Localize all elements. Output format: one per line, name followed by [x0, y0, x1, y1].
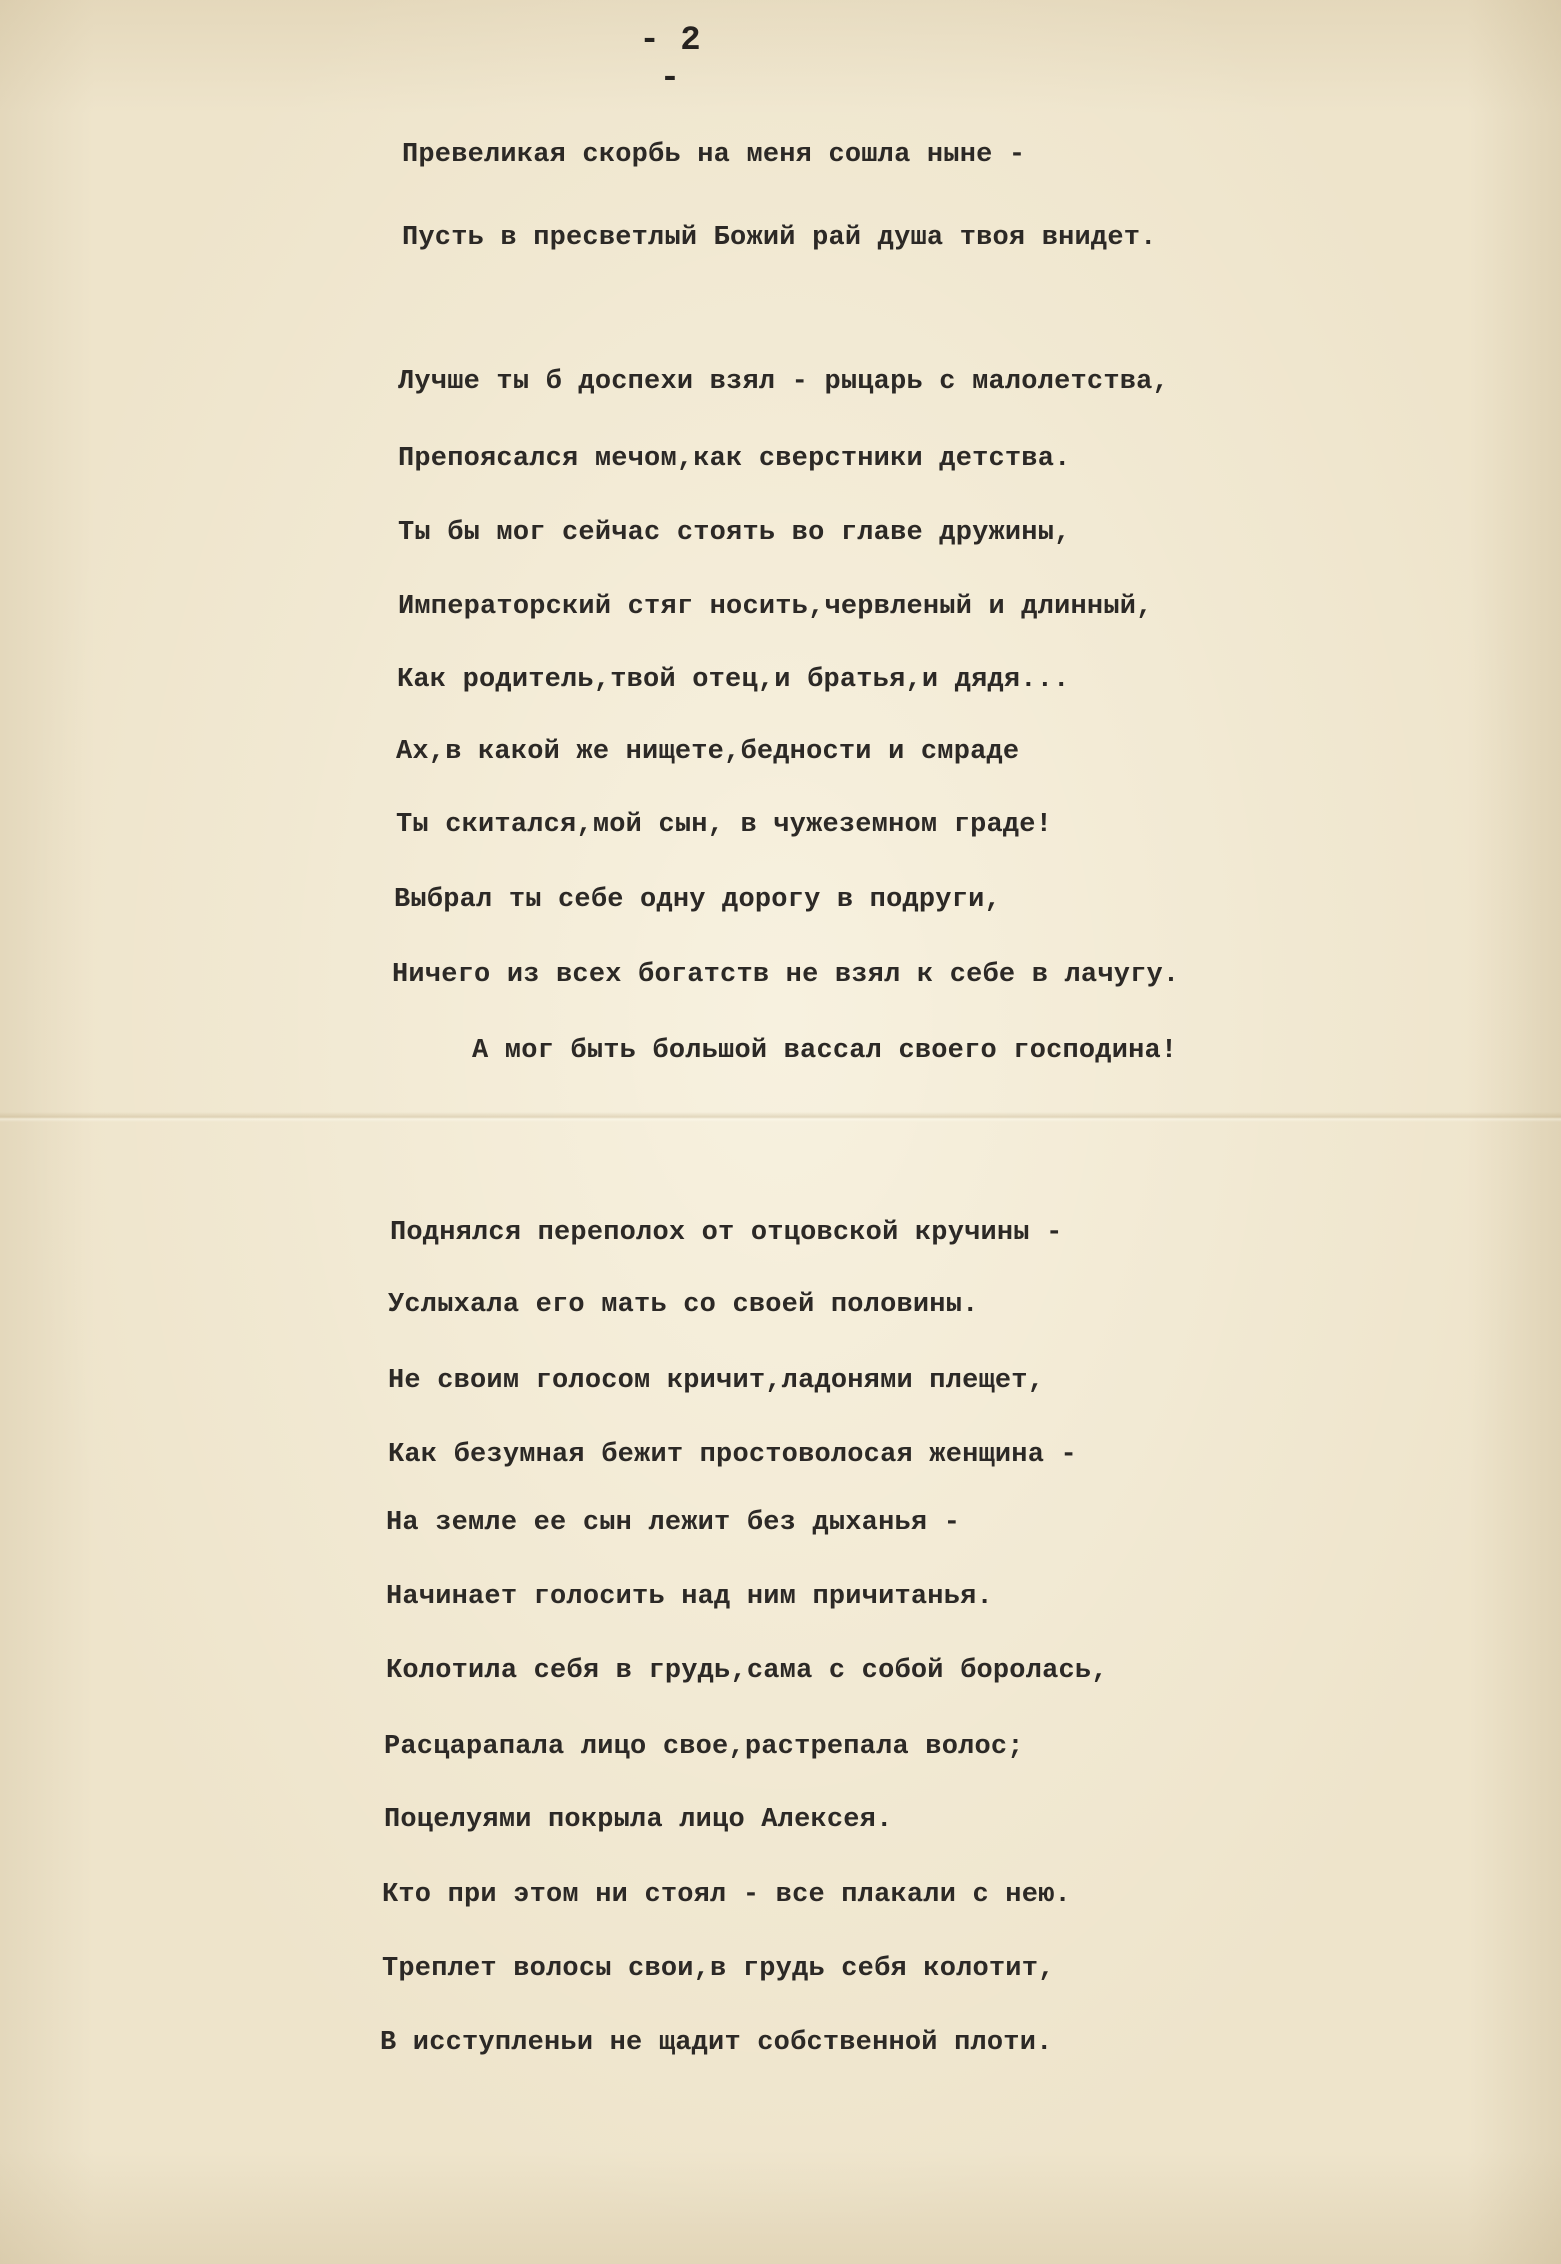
poem-line: Ты скитался,мой сын, в чужеземном граде!: [396, 810, 1053, 840]
poem-line: Поцелуями покрыла лицо Алексея.: [384, 1805, 893, 1835]
poem-line: Лучше ты б доспехи взял - рыцарь с малолетства,: [398, 367, 1169, 397]
page-number: - 2 -: [639, 22, 701, 98]
poem-line: Пусть в пресветлый Божий рай душа твоя внидет.: [402, 223, 1157, 253]
poem-line: Колотила себя в грудь,сама с собой боролась,: [386, 1656, 1108, 1686]
poem-line: В исступленьи не щадит собственной плоти.: [380, 2028, 1053, 2058]
poem-line: Как родитель,твой отец,и братья,и дядя...: [397, 665, 1070, 695]
poem-line: Препоясался мечом,как сверстники детства.: [398, 444, 1071, 474]
poem-line: Выбрал ты себе одну дорогу в подруги,: [394, 885, 1001, 915]
poem-line: Начинает голосить над ним причитанья.: [386, 1582, 993, 1612]
poem-line: Кто при этом ни стоял - все плакали с нею.: [382, 1880, 1071, 1910]
poem-line: А мог быть большой вассал своего господина!: [472, 1036, 1178, 1066]
poem-line: Превеликая скорбь на меня сошла ныне -: [402, 140, 1026, 170]
poem-line: Императорский стяг носить,червленый и длинный,: [398, 592, 1153, 622]
poem-line: Ах,в какой же нищете,бедности и смраде: [396, 737, 1020, 767]
poem-line: Как безумная бежит простоволосая женщина -: [388, 1440, 1077, 1470]
poem-line: Услыхала его мать со своей половины.: [388, 1290, 979, 1320]
poem-line: Расцарапала лицо свое,растрепала волос;: [384, 1732, 1024, 1762]
poem-line: Ты бы мог сейчас стоять во главе дружины,: [398, 518, 1071, 548]
poem-line: Поднялся переполох от отцовской кручины -: [390, 1218, 1063, 1248]
poem-line: Не своим голосом кричит,ладонями плещет,: [388, 1366, 1045, 1396]
poem-line: На земле ее сын лежит без дыханья -: [386, 1508, 961, 1538]
poem-line: Треплет волосы свои,в грудь себя колотит,: [382, 1954, 1055, 1984]
poem-line: Ничего из всех богатств не взял к себе в лачугу.: [392, 960, 1180, 990]
paper-fold: [0, 1112, 1561, 1122]
